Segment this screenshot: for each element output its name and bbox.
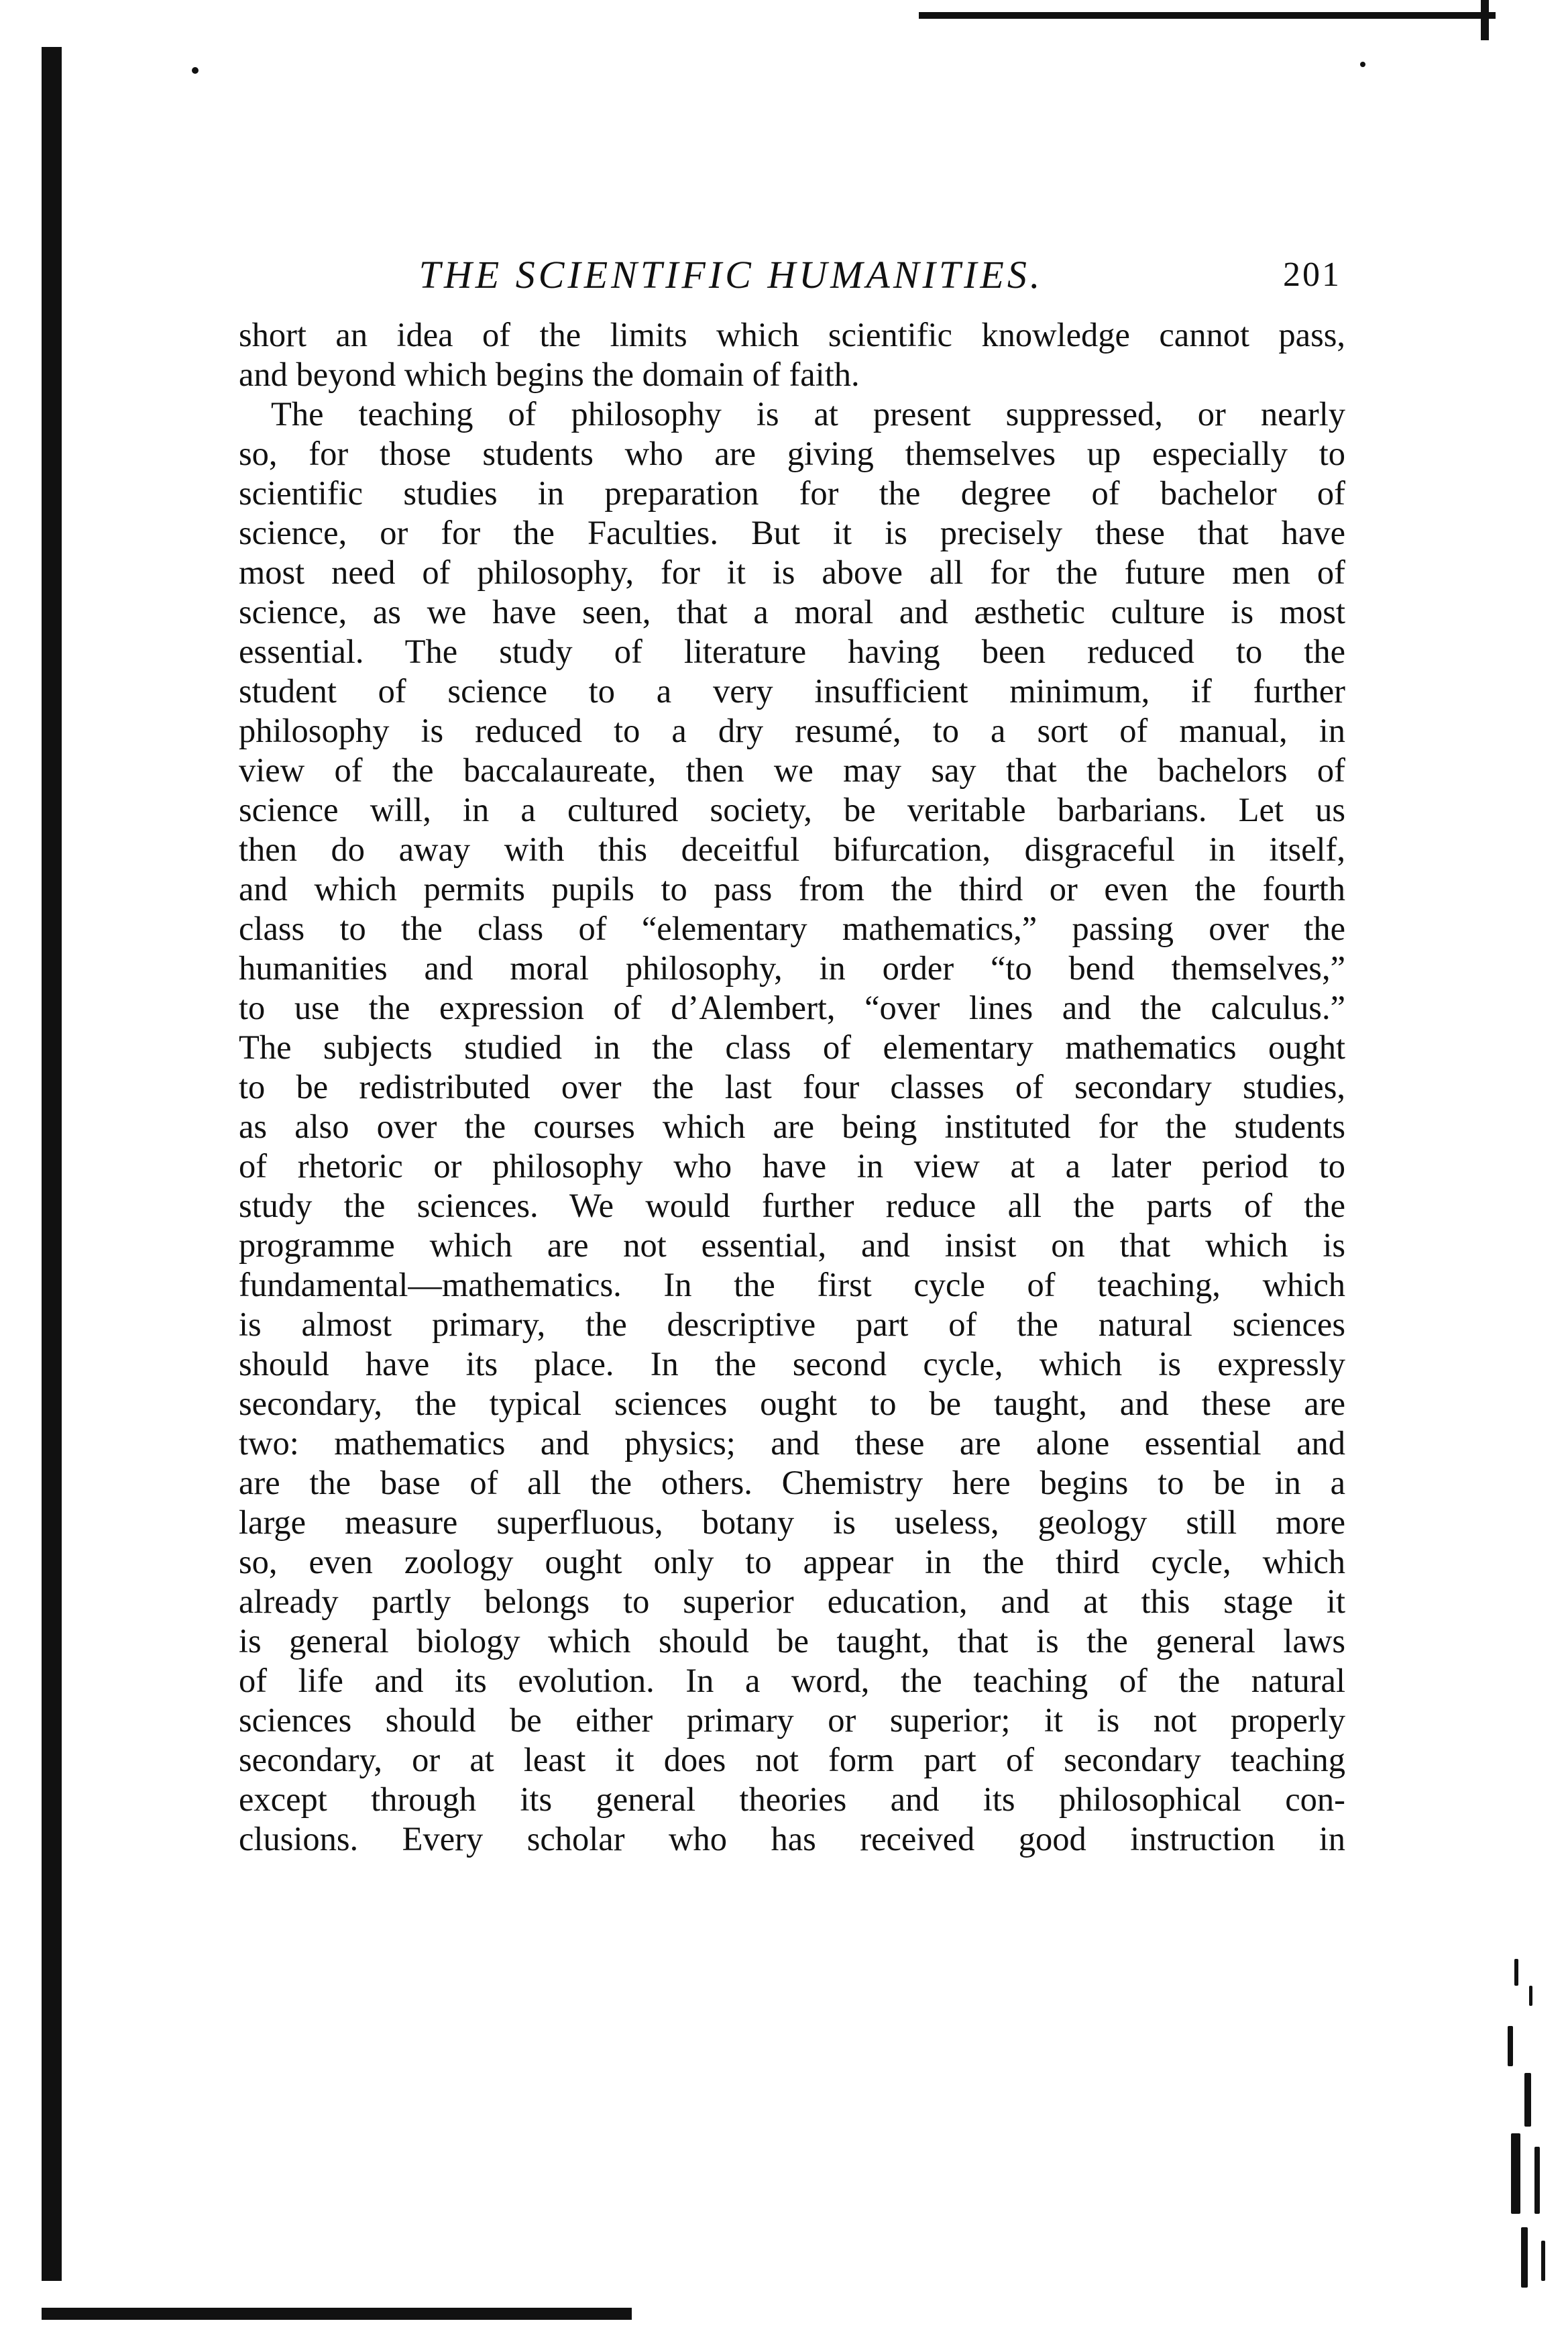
scan-speck [192,67,199,74]
right-edge-scan-noise [1488,1945,1561,2308]
text-line: sciences should be either primary or superior; it is not properly [239,1701,1345,1739]
text-line: already partly belongs to superior education, and at this stage it [239,1583,1345,1620]
text-line: science, as we have seen, that a moral and æsthetic culture is most [239,593,1345,631]
top-margin-rule-end [1481,0,1489,40]
bottom-margin-rule [42,2308,632,2320]
top-margin-rule [919,12,1496,19]
text-line: view of the baccalaureate, then we may say that the bachelors of [239,751,1345,789]
text-line: The teaching of philosophy is at present suppressed, or nearly [271,395,1345,433]
page-number: 201 [1283,256,1341,294]
text-line: then do away with this deceitful bifurcation, disgraceful in itself, [239,831,1345,868]
text-line: The subjects studied in the class of elementary mathematics ought [239,1028,1345,1066]
text-line: and which permits pupils to pass from the third or even the fourth [239,870,1345,908]
text-line: most need of philosophy, for it is above all for the future men of [239,553,1345,591]
text-line: are the base of all the others. Chemistry here begins to be in a [239,1464,1345,1501]
body-text [239,315,1345,1859]
text-line: secondary, or at least it does not form part of secondary teaching [239,1741,1345,1778]
text-line: class to the class of “elementary mathematics,” passing over the [239,910,1345,947]
text-line: clusions. Every scholar who has received good instruction in [239,1820,1345,1858]
text-line: of rhetoric or philosophy who have in view at a later period to [239,1147,1345,1185]
text-line: study the sciences. We would further reduce all the parts of the [239,1187,1345,1224]
text-line: large measure superfluous, botany is useless, geology still more [239,1503,1345,1541]
text-line: so, for those students who are giving themselves up especially to [239,435,1345,472]
text-line: two: mathematics and physics; and these are alone essential and [239,1424,1345,1462]
text-line: is almost primary, the descriptive part of the natural sciences [239,1305,1345,1343]
text-line: except through its general theories and its philosophical con- [239,1780,1345,1818]
text-line: to be redistributed over the last four classes of secondary studies, [239,1068,1345,1106]
text-line: essential. The study of literature having been reduced to the [239,633,1345,670]
text-line: so, even zoology ought only to appear in the third cycle, which [239,1543,1345,1581]
text-line: programme which are not essential, and insist on that which is [239,1226,1345,1264]
text-line: as also over the courses which are being instituted for the students [239,1108,1345,1145]
text-line: science will, in a cultured society, be veritable barbarians. Let us [239,791,1345,829]
text-line: science, or for the Faculties. But it is precisely these that have [239,514,1345,551]
left-binding-shadow [42,47,62,2281]
text-line: and beyond which begins the domain of faith. [239,356,860,393]
text-line: short an idea of the limits which scientific knowledge cannot pass, [239,316,1345,354]
text-line: to use the expression of d’Alembert, “over lines and the calculus.” [239,989,1345,1026]
text-line: is general biology which should be taught, that is the general laws [239,1622,1345,1660]
text-line: of life and its evolution. In a word, the teaching of the natural [239,1662,1345,1699]
text-line: student of science to a very insufficient minimum, if further [239,672,1345,710]
text-line: secondary, the typical sciences ought to be taught, and these are [239,1385,1345,1422]
page-header [241,248,1341,302]
text-line: scientific studies in preparation for the degree of bachelor of [239,474,1345,512]
text-line: fundamental—mathematics. In the first cycle of teaching, which [239,1266,1345,1303]
text-line: philosophy is reduced to a dry resumé, to a sort of manual, in [239,712,1345,749]
text-line: should have its place. In the second cycle, which is expressly [239,1345,1345,1383]
text-line: humanities and moral philosophy, in order “to bend themselves,” [239,949,1345,987]
running-title: THE SCIENTIFIC HUMANITIES. [418,253,1044,297]
scan-speck [1360,62,1365,67]
